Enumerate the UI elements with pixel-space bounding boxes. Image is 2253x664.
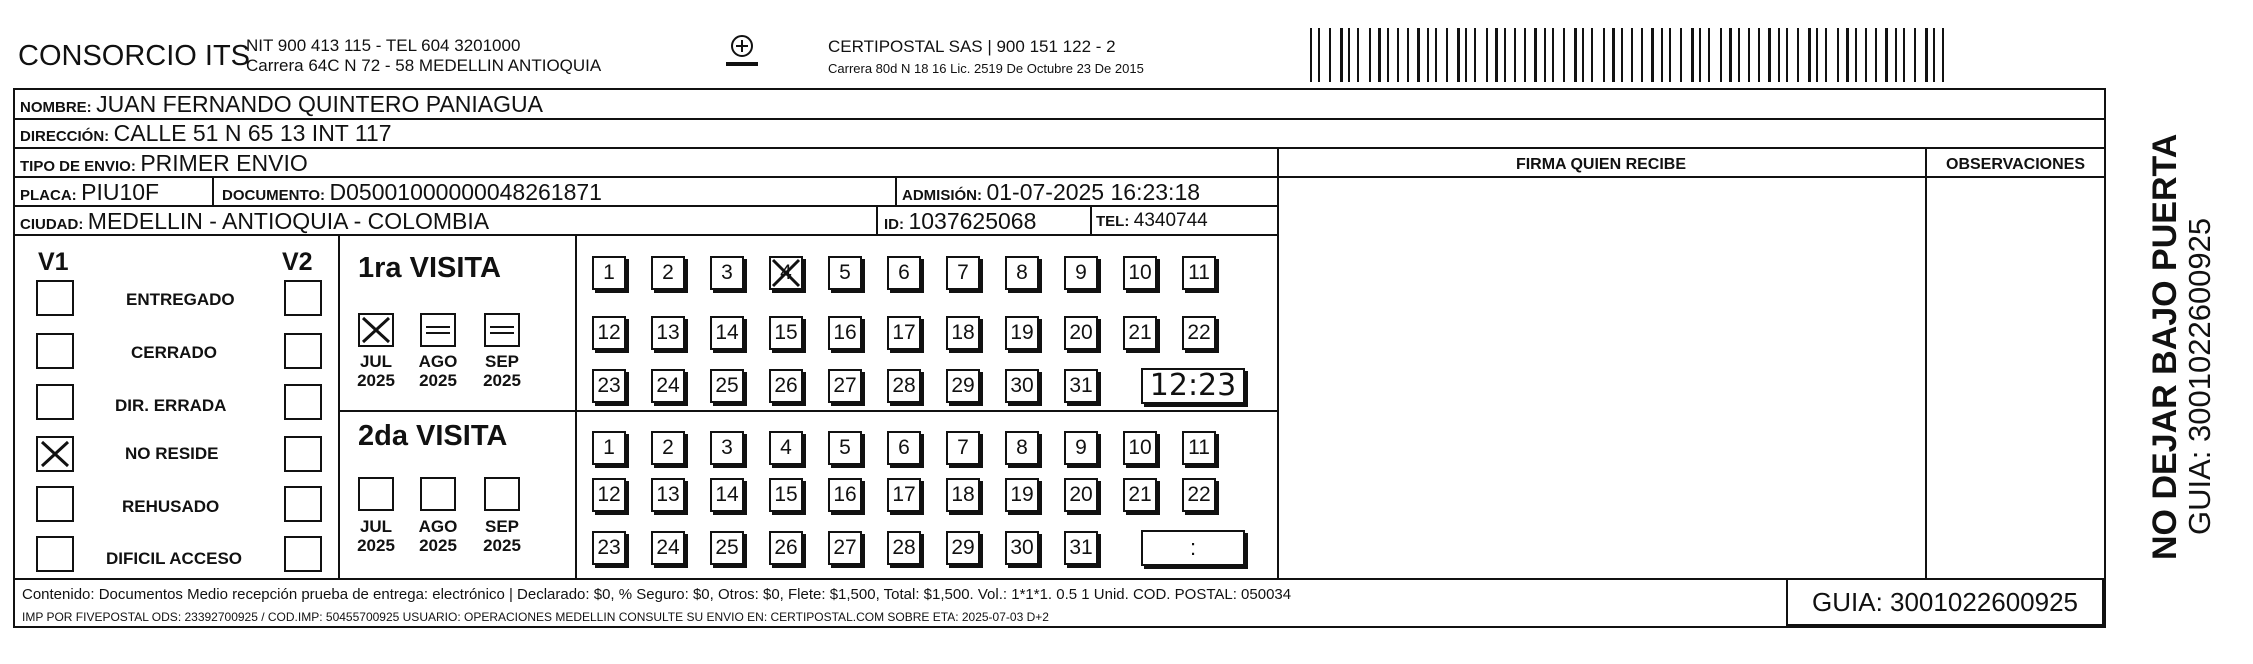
day-box[interactable]: 26 (769, 531, 803, 565)
day-box[interactable]: 23 (592, 531, 626, 565)
month-checkbox[interactable] (358, 313, 394, 347)
company-name: CONSORCIO ITS (18, 40, 251, 72)
v1-checkbox[interactable] (36, 333, 74, 369)
day-box[interactable]: 31 (1064, 531, 1098, 565)
day-box[interactable]: 27 (828, 531, 862, 565)
month-name: SEP (484, 517, 520, 536)
footer-print-line: IMP POR FIVEPOSTAL ODS: 23392700925 / COD.IMP: 50455700925 USUARIO: OPERACIONES MEDELLIN CONSULTE SU ENVIO EN: CERTIPOSTAL.COM SOBRE ETA: 2025-07-03 D+2 (22, 610, 1049, 624)
day-box[interactable]: 6 (887, 256, 921, 290)
day-box[interactable]: 7 (946, 431, 980, 465)
first-visit-time[interactable]: 12:23 (1141, 368, 1245, 404)
v2-checkbox[interactable] (284, 536, 322, 572)
v2-header: V2 (282, 248, 313, 276)
day-box[interactable]: 31 (1064, 369, 1098, 403)
day-box[interactable]: 13 (651, 478, 685, 512)
month-year: 2025 (357, 371, 395, 390)
second-visit-title: 2da VISITA (358, 420, 508, 452)
day-box[interactable]: 14 (710, 316, 744, 350)
month-year: 2025 (357, 536, 395, 555)
day-box[interactable]: 28 (887, 369, 921, 403)
placa-row (20, 179, 159, 206)
day-box[interactable]: 18 (946, 478, 980, 512)
day-box[interactable]: 30 (1005, 531, 1039, 565)
id-value: 1037625068 (908, 208, 1037, 234)
v1-checkbox[interactable] (36, 536, 74, 572)
month-name: SEP (484, 352, 520, 371)
day-box[interactable]: 29 (946, 369, 980, 403)
day-box[interactable]: 17 (887, 316, 921, 350)
v2-checkbox[interactable] (284, 280, 322, 316)
day-box[interactable]: 21 (1123, 478, 1157, 512)
tipo-value: PRIMER ENVIO (140, 150, 308, 176)
status-label: DIR. ERRADA (115, 396, 227, 415)
documento-label: DOCUMENTO: (222, 187, 326, 204)
status-label: DIFICIL ACCESO (106, 549, 243, 568)
day-box[interactable]: 6 (887, 431, 921, 465)
documento-value: D05001000000048261871 (329, 179, 602, 205)
v2-checkbox[interactable] (284, 384, 322, 420)
day-box[interactable]: 30 (1005, 369, 1039, 403)
v1-header: V1 (38, 248, 69, 276)
day-box[interactable]: 20 (1064, 316, 1098, 350)
day-box[interactable]: 24 (651, 369, 685, 403)
day-box[interactable]: 4 (769, 431, 803, 465)
certipostal-logo-icon (722, 32, 762, 72)
month-year: 2025 (483, 536, 521, 555)
guia-box: GUIA: 3001022600925 (1786, 578, 2104, 626)
placa-value: PIU10F (81, 179, 160, 205)
month-name: AGO (418, 352, 458, 371)
day-box[interactable]: 29 (946, 531, 980, 565)
tel-row (1096, 210, 1208, 232)
day-box[interactable]: 14 (710, 478, 744, 512)
day-box[interactable]: 3 (710, 431, 744, 465)
company-info (246, 36, 601, 76)
month-checkbox[interactable] (484, 477, 520, 511)
second-visit-time[interactable]: : (1141, 530, 1245, 566)
tel-value: 4340744 (1133, 210, 1208, 231)
day-box[interactable]: 9 (1064, 431, 1098, 465)
day-box[interactable]: 19 (1005, 478, 1039, 512)
status-label: CERRADO (131, 343, 217, 362)
carrier-sub: Carrera 80d N 18 16 Lic. 2519 De Octubre 23 De 2015 (828, 61, 1144, 76)
day-box[interactable]: 15 (769, 316, 803, 350)
nombre-value: JUAN FERNANDO QUINTERO PANIAGUA (96, 91, 543, 117)
v1-checkbox[interactable] (36, 486, 74, 522)
day-box[interactable]: 2 (651, 431, 685, 465)
month-label (350, 352, 402, 390)
day-box[interactable]: 24 (651, 531, 685, 565)
documento-row (222, 179, 602, 206)
day-box[interactable]: 5 (828, 431, 862, 465)
status-label: NO RESIDE (125, 444, 219, 463)
day-box[interactable]: 13 (651, 316, 685, 350)
day-box[interactable]: 7 (946, 256, 980, 290)
month-year: 2025 (419, 371, 457, 390)
day-box[interactable]: 16 (828, 478, 862, 512)
day-box[interactable]: 26 (769, 369, 803, 403)
carrier-line: CERTIPOSTAL SAS | 900 151 122 - 2 (828, 37, 1116, 56)
direccion-row (20, 120, 392, 147)
day-box[interactable]: 5 (828, 256, 862, 290)
day-box[interactable]: 11 (1182, 431, 1216, 465)
admision-value: 01-07-2025 16:23:18 (986, 179, 1201, 205)
day-box[interactable]: 8 (1005, 431, 1039, 465)
tipo-label: TIPO DE ENVIO: (20, 158, 136, 175)
day-box[interactable]: 23 (592, 369, 626, 403)
nombre-row (20, 91, 543, 118)
day-box[interactable]: 19 (1005, 316, 1039, 350)
day-box[interactable]: 25 (710, 531, 744, 565)
ciudad-label: CIUDAD: (20, 216, 84, 233)
day-box[interactable]: 10 (1123, 256, 1157, 290)
month-checkbox[interactable] (420, 313, 456, 347)
day-box[interactable]: 10 (1123, 431, 1157, 465)
nit-line: NIT 900 413 115 - TEL 604 3201000 (246, 36, 521, 55)
month-checkbox[interactable] (358, 477, 394, 511)
check-x-icon (360, 315, 392, 345)
day-box[interactable]: 1 (592, 431, 626, 465)
firma-header: FIRMA QUIEN RECIBE (1515, 156, 1687, 173)
observaciones-header: OBSERVACIONES (1946, 156, 2085, 173)
month-label (412, 517, 464, 555)
ciudad-value: MEDELLIN - ANTIOQUIA - COLOMBIA (87, 208, 490, 234)
day-box[interactable]: 22 (1182, 478, 1216, 512)
v1-checkbox[interactable] (36, 384, 74, 420)
month-year: 2025 (483, 371, 521, 390)
month-checkbox[interactable] (484, 313, 520, 347)
day-box[interactable]: 17 (887, 478, 921, 512)
month-name: AGO (418, 517, 458, 536)
direccion-label: DIRECCIÓN: (20, 128, 110, 145)
status-label: REHUSADO (122, 497, 220, 516)
day-box[interactable]: 20 (1064, 478, 1098, 512)
barcode (1310, 28, 1950, 82)
month-name: JUL (359, 352, 393, 371)
status-label: ENTREGADO (126, 290, 235, 309)
month-label (476, 517, 528, 555)
day-box[interactable]: 3 (710, 256, 744, 290)
v2-checkbox[interactable] (284, 333, 322, 369)
day-box[interactable]: 16 (828, 316, 862, 350)
v1-checkbox[interactable] (36, 280, 74, 316)
day-box[interactable]: 9 (1064, 256, 1098, 290)
day-box[interactable]: 8 (1005, 256, 1039, 290)
tipo-row (20, 150, 308, 177)
ciudad-row (20, 208, 489, 235)
carrier-info (828, 36, 1144, 80)
day-box[interactable]: 1 (592, 256, 626, 290)
id-row (884, 208, 1036, 235)
month-label (476, 352, 528, 390)
check-x-icon (38, 438, 72, 470)
placa-label: PLACA: (20, 187, 77, 204)
day-box[interactable]: 18 (946, 316, 980, 350)
id-label: ID: (884, 216, 904, 233)
day-box[interactable]: 12 (592, 478, 626, 512)
month-label (412, 352, 464, 390)
direccion-value: CALLE 51 N 65 13 INT 117 (113, 120, 392, 146)
strike-icon (422, 315, 454, 345)
strike-icon (486, 315, 518, 345)
day-box[interactable]: 22 (1182, 316, 1216, 350)
day-box[interactable]: 2 (651, 256, 685, 290)
month-label (350, 517, 402, 555)
v1-checkbox[interactable] (36, 436, 74, 472)
month-checkbox[interactable] (420, 477, 456, 511)
day-box[interactable]: 27 (828, 369, 862, 403)
first-visit-title: 1ra VISITA (358, 252, 501, 284)
tel-label: TEL: (1096, 213, 1130, 230)
day-box[interactable]: 4 (769, 256, 803, 290)
month-year: 2025 (419, 536, 457, 555)
v2-checkbox[interactable] (284, 436, 322, 472)
admision-label: ADMISIÓN: (902, 187, 982, 204)
day-box[interactable]: 21 (1123, 316, 1157, 350)
v2-checkbox[interactable] (284, 486, 322, 522)
day-box[interactable]: 28 (887, 531, 921, 565)
side-guia: GUIA: 3001022600925 (2182, 217, 2217, 535)
month-name: JUL (359, 517, 393, 536)
nombre-label: NOMBRE: (20, 99, 92, 116)
admision-row (902, 179, 1200, 206)
day-box[interactable]: 15 (769, 478, 803, 512)
side-notice: NO DEJAR BAJO PUERTA (2146, 133, 2184, 560)
address-line: Carrera 64C N 72 - 58 MEDELLIN ANTIOQUIA (246, 56, 602, 75)
day-box[interactable]: 11 (1182, 256, 1216, 290)
footer-content-line: Contenido: Documentos Medio recepción prueba de entrega: electrónico | Declarado: $0, % Seguro: $0, Otros: $0, Flete: $1,500, Total: $1,500. Vol.: 1*1*1. 0.5 1 Unid. COD. POSTAL: 050034 (22, 586, 1292, 603)
day-box[interactable]: 25 (710, 369, 744, 403)
day-box[interactable]: 12 (592, 316, 626, 350)
